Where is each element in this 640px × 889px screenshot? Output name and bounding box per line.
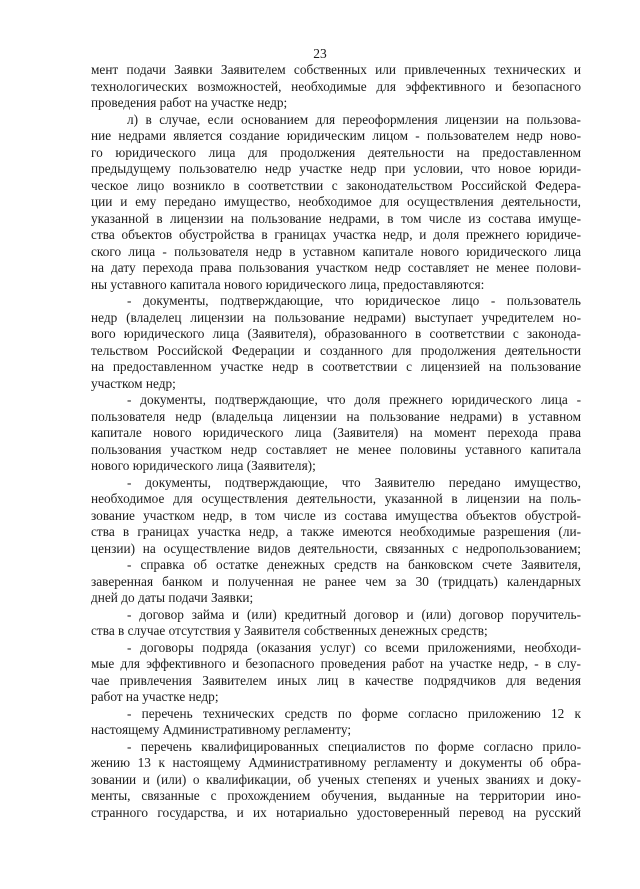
text-line: пользования участком недр составляет не менее половины уставного капитала xyxy=(91,441,581,457)
text-line: л) в случае, если основанием для переоформления лицензии на пользова- xyxy=(127,111,581,127)
text-line: мент подачи Заявки Заявителем собственных или привлеченных технических и xyxy=(91,62,581,77)
text-line: пользователя недр (владельца лицензии на пользование недрами) в уставном xyxy=(91,408,581,424)
page-number: 23 xyxy=(313,46,327,61)
text-line: го юридического лица для продолжения деятельности на предоставленном xyxy=(91,144,581,160)
text-line: на дату перехода права пользования участком недр составляет не менее полови- xyxy=(91,260,581,275)
text-line: - перечень технических средств по форме согласно приложению 12 к xyxy=(127,705,581,721)
text-line: работ на участке недр; xyxy=(91,689,219,704)
text-line: проведения работ на участке недр; xyxy=(91,95,288,110)
text-line: указанной в лицензии на пользование недрами, в том числе из состава имуще- xyxy=(91,210,581,226)
text-line: чае привлечения Заявителем иных лиц в качестве подрядчиков для ведения xyxy=(91,672,581,688)
text-line: дней до даты подачи Заявки; xyxy=(91,590,254,605)
text-line: ны уставного капитала нового юридического лица, предоставляются: xyxy=(91,276,485,292)
text-line: - договоры подряда (оказания услуг) со всеми приложениями, необходи- xyxy=(127,639,581,655)
text-line: нового юридического лица (Заявителя); xyxy=(91,458,316,473)
text-line: - документы, подтверждающие, что юридическое лицо - пользователь xyxy=(127,293,581,308)
text-line: странного государства, и их нотариально удостоверенный перевод на русский xyxy=(91,804,581,820)
text-line: ства в границах участка недр, а также имеются необходимые разрешения (ли- xyxy=(91,524,581,539)
text-line: вого юридического лица (Заявителя), образованного в соответствии с законода- xyxy=(91,326,581,341)
text-line: мые для эффективного и безопасного проведения работ на участке недр, - в слу- xyxy=(91,656,581,671)
text-line: настоящему Административному регламенту; xyxy=(91,722,352,737)
text-line: цензии) на осуществление видов деятельности, связанных с недропользованием; xyxy=(91,540,581,556)
body-text xyxy=(91,62,581,821)
text-line: жению 13 к настоящему Административному регламенту и документы об обра- xyxy=(91,755,581,770)
text-line: - справка об остатке денежных средств на банковском счете Заявителя, xyxy=(127,557,581,572)
text-line: ции и ему передано имущество, необходимое для осуществления деятельности, xyxy=(91,194,581,209)
text-line: зование участком недр, в том числе из состава имущества объектов обустрой- xyxy=(91,507,581,523)
text-line: зовании и (или) о квалификации, об ученых степенях и ученых званиях и доку- xyxy=(91,771,581,787)
text-line: предыдущему пользователю недр участке недр при условии, что новое юриди- xyxy=(91,161,581,176)
text-line: ства объектов обустройства в границах участка недр, и доля прежнего юридиче- xyxy=(91,227,581,242)
text-line: технологических возможностей, необходимые для эффективного и безопасного xyxy=(91,78,581,94)
text-line: тельством Российской Федерации и созданного для продолжения деятельности xyxy=(91,342,581,358)
text-line: ского лица - пользователя недр в уставном капитале нового юридического лица xyxy=(91,243,581,259)
text-line: на предоставленном участке недр в соответствии с лицензией на пользование xyxy=(91,359,581,374)
text-line: ние недрами является создание юридическим лицом - пользователем недр ново- xyxy=(91,128,581,143)
text-line: капитале нового юридического лица (Заявителя) на момент перехода права xyxy=(91,425,581,440)
text-line: заверенная банком и полученная не ранее чем за 30 (тридцать) календарных xyxy=(91,573,581,589)
text-line: участком недр; xyxy=(91,375,176,391)
text-line: - документы, подтверждающие, что доля прежнего юридического лица - xyxy=(127,392,581,407)
text-line: необходимое для осуществления деятельности, указанной в лицензии на поль- xyxy=(91,491,581,506)
text-line: - документы, подтверждающие, что Заявителю передано имущество, xyxy=(127,474,581,490)
text-line: менты, связанные с прохождением обучения, выданные на территории ино- xyxy=(91,788,581,803)
text-line: недр (владелец лицензии на пользование недрами) выступает учредителем но- xyxy=(91,309,581,325)
text-line: - договор займа и (или) кредитный договор и (или) договор поручитель- xyxy=(127,606,581,622)
text-line: ства в случае отсутствия у Заявителя собственных денежных средств; xyxy=(91,623,488,638)
text-line: ческое лицо возникло в соответствии с законодательством Российской Федера- xyxy=(91,177,581,193)
text-line: - перечень квалифицированных специалистов по форме согласно прило- xyxy=(127,738,581,754)
